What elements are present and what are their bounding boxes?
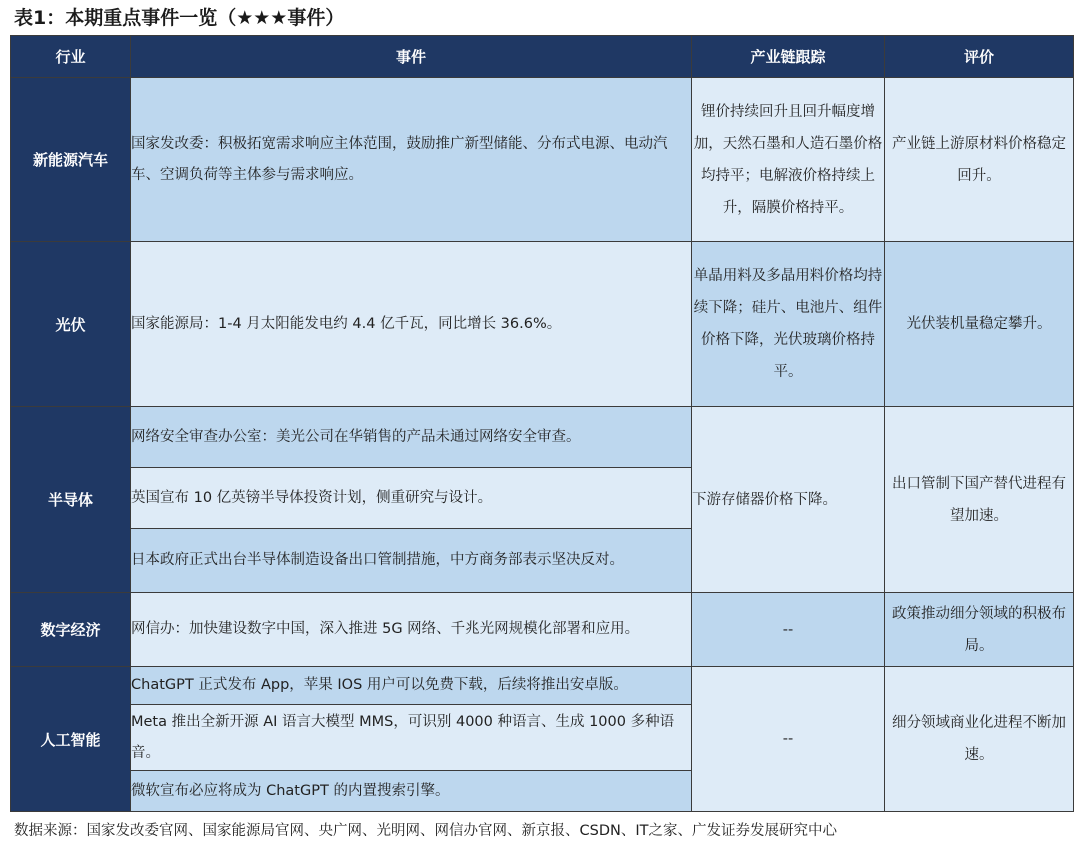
table-row — [11, 242, 1074, 407]
evaluation-cell: 出口管制下国产替代进程有望加速。 — [885, 407, 1074, 593]
event-cell: 网络安全审查办公室：美光公司在华销售的产品未通过网络安全审查。 — [131, 407, 692, 468]
table-row — [11, 593, 1074, 667]
evaluation-cell: 细分领域商业化进程不断加速。 — [885, 667, 1074, 812]
industry-cell: 人工智能 — [11, 667, 131, 812]
header-row — [11, 36, 1074, 78]
data-source-note: 数据来源：国家发改委官网、国家能源局官网、央广网、光明网、网信办官网、新京报、CSDN、IT之家、广发证券发展研究中心 — [14, 823, 837, 839]
evaluation-cell: 产业链上游原材料价格稳定回升。 — [885, 78, 1074, 242]
chain-cell: 下游存储器价格下降。 — [692, 407, 885, 593]
evaluation-cell: 光伏装机量稳定攀升。 — [885, 242, 1074, 407]
event-cell: Meta 推出全新开源 AI 语言大模型 MMS，可识别 4000 种语言、生成 1000 多种语音。 — [131, 705, 692, 771]
table-row — [11, 407, 1074, 468]
industry-cell: 半导体 — [11, 407, 131, 593]
header-chain: 产业链跟踪 — [692, 36, 885, 78]
table-row — [11, 78, 1074, 242]
header-event: 事件 — [131, 36, 692, 78]
header-industry: 行业 — [11, 36, 131, 78]
chain-cell: -- — [692, 667, 885, 812]
table-row — [11, 667, 1074, 705]
events-table — [10, 35, 1074, 812]
event-cell: 微软宣布必应将成为 ChatGPT 的内置搜索引擎。 — [131, 771, 692, 812]
industry-cell: 数字经济 — [11, 593, 131, 667]
chain-cell: 锂价持续回升且回升幅度增加，天然石墨和人造石墨价格均持平；电解液价格持续上升，隔膜价格持平。 — [692, 78, 885, 242]
event-cell: 国家能源局：1-4 月太阳能发电约 4.4 亿千瓦，同比增长 36.6%。 — [131, 242, 692, 407]
chain-cell: -- — [692, 593, 885, 667]
event-cell: 网信办：加快建设数字中国，深入推进 5G 网络、千兆光网规模化部署和应用。 — [131, 593, 692, 667]
event-cell: 英国宣布 10 亿英镑半导体投资计划，侧重研究与设计。 — [131, 468, 692, 529]
industry-cell: 新能源汽车 — [11, 78, 131, 242]
chain-cell: 单晶用料及多晶用料价格均持续下降；硅片、电池片、组件价格下降，光伏玻璃价格持平。 — [692, 242, 885, 407]
event-cell: 国家发改委：积极拓宽需求响应主体范围，鼓励推广新型储能、分布式电源、电动汽车、空调负荷等主体参与需求响应。 — [131, 78, 692, 242]
industry-cell: 光伏 — [11, 242, 131, 407]
event-cell: ChatGPT 正式发布 App，苹果 IOS 用户可以免费下载，后续将推出安卓版。 — [131, 667, 692, 705]
table-title: 表1：本期重点事件一览（★★★事件） — [14, 7, 345, 29]
evaluation-cell: 政策推动细分领域的积极布局。 — [885, 593, 1074, 667]
event-cell: 日本政府正式出台半导体制造设备出口管制措施，中方商务部表示坚决反对。 — [131, 529, 692, 593]
header-evaluation: 评价 — [885, 36, 1074, 78]
